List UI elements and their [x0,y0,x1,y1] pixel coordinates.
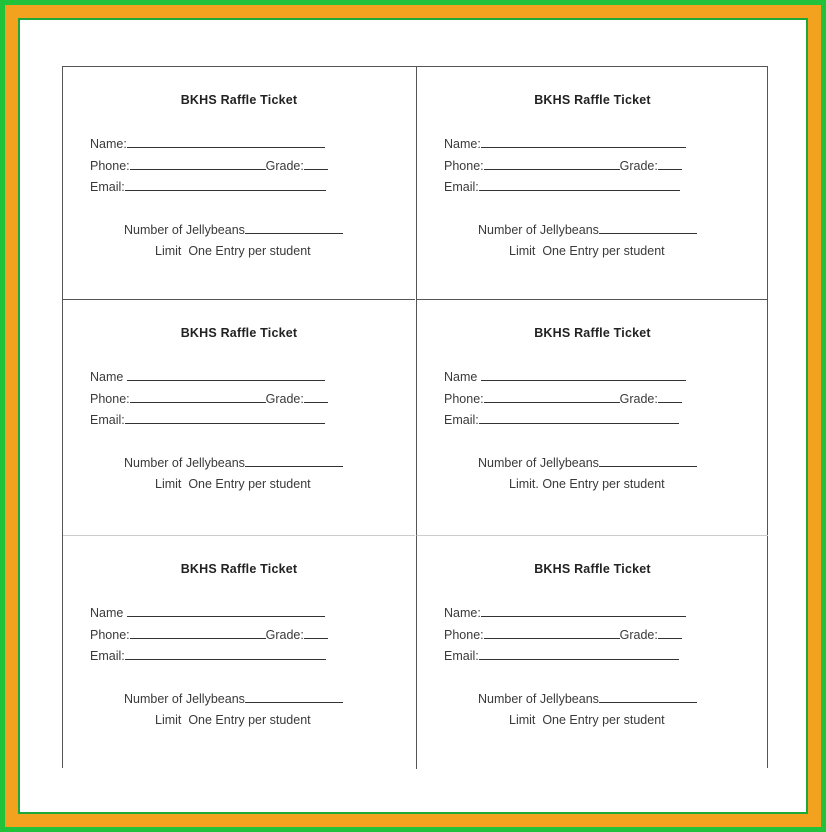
phone-blank [484,158,620,170]
phone-label: Phone: [90,159,130,173]
name-label: Name: [444,137,481,151]
ticket-title: BKHS Raffle Ticket [534,326,651,340]
ticket-title: BKHS Raffle Ticket [180,326,298,340]
jellybeans-blank [599,455,697,467]
email-label: Email: [90,649,125,663]
jellybeans-label: Number of Jellybeans [124,692,245,706]
jellybeans-label: Number of Jellybeans [478,223,599,237]
jellybeans-label: Number of Jellybeans [124,223,245,237]
name-label: Name [90,370,124,384]
grade-label: Grade: [265,159,304,173]
ticket-title: BKHS Raffle Ticket [180,562,298,576]
phone-label: Phone: [444,392,484,406]
limit-note: Limit One Entry per student [155,244,311,258]
jellybeans-blank [599,691,697,703]
jellybeans-field [124,455,343,470]
phone-label: Phone: [444,159,484,173]
name-label: Name: [444,606,481,620]
ticket-title: BKHS Raffle Ticket [534,562,651,576]
email-field [90,179,326,194]
ticket-title: BKHS Raffle Ticket [534,93,651,107]
limit-note: Limit One Entry per student [509,244,665,258]
jellybeans-field [124,222,343,237]
phone-field [444,158,682,173]
name-blank [127,605,325,617]
name-blank [481,136,686,148]
email-label: Email: [444,180,479,194]
limit-note: Limit One Entry per student [155,713,311,727]
phone-label: Phone: [90,392,130,406]
raffle-ticket [416,300,768,536]
email-blank [125,648,326,660]
email-blank [479,179,680,191]
phone-label: Phone: [90,628,130,642]
jellybeans-blank [599,222,697,234]
name-label: Name: [90,137,127,151]
phone-field [90,627,328,642]
jellybeans-field [478,455,697,470]
grade-blank [658,627,682,639]
jellybeans-blank [245,222,343,234]
grade-label: Grade: [619,392,658,406]
name-field [444,136,686,151]
phone-field [444,391,682,406]
phone-blank [130,391,266,403]
email-blank [125,412,325,424]
email-field [444,648,679,663]
name-label: Name [90,606,124,620]
raffle-ticket [63,67,415,300]
grade-blank [658,158,682,170]
grade-blank [304,158,328,170]
email-blank [479,648,679,660]
email-field [90,412,325,427]
grade-blank [304,391,328,403]
email-label: Email: [90,180,125,194]
name-blank [127,369,325,381]
jellybeans-label: Number of Jellybeans [478,456,599,470]
name-blank [481,369,686,381]
email-label: Email: [90,413,125,427]
raffle-ticket [63,300,415,536]
jellybeans-field [478,691,697,706]
phone-blank [130,627,266,639]
email-label: Email: [444,649,479,663]
email-field [90,648,326,663]
name-label: Name [444,370,478,384]
name-field [90,369,325,384]
grade-label: Grade: [265,392,304,406]
raffle-ticket [416,67,768,300]
raffle-ticket [63,536,415,769]
name-field [90,136,325,151]
jellybeans-field [124,691,343,706]
ticket-grid [62,66,768,768]
phone-label: Phone: [444,628,484,642]
name-blank [481,605,686,617]
limit-note: Limit. One Entry per student [509,477,665,491]
limit-note: Limit One Entry per student [509,713,665,727]
phone-field [90,158,328,173]
limit-note: Limit One Entry per student [155,477,311,491]
email-blank [125,179,326,191]
jellybeans-field [478,222,697,237]
ticket-title: BKHS Raffle Ticket [180,93,298,107]
jellybeans-blank [245,455,343,467]
grade-blank [304,627,328,639]
raffle-ticket [416,536,768,769]
email-field [444,412,679,427]
name-field [90,605,325,620]
jellybeans-label: Number of Jellybeans [478,692,599,706]
email-label: Email: [444,413,479,427]
phone-field [444,627,682,642]
jellybeans-blank [245,691,343,703]
grade-label: Grade: [265,628,304,642]
email-blank [479,412,679,424]
grade-label: Grade: [619,159,658,173]
phone-blank [130,158,266,170]
grade-blank [658,391,682,403]
name-blank [127,136,325,148]
name-field [444,369,686,384]
name-field [444,605,686,620]
email-field [444,179,680,194]
phone-field [90,391,328,406]
phone-blank [484,391,620,403]
phone-blank [484,627,620,639]
grade-label: Grade: [619,628,658,642]
jellybeans-label: Number of Jellybeans [124,456,245,470]
